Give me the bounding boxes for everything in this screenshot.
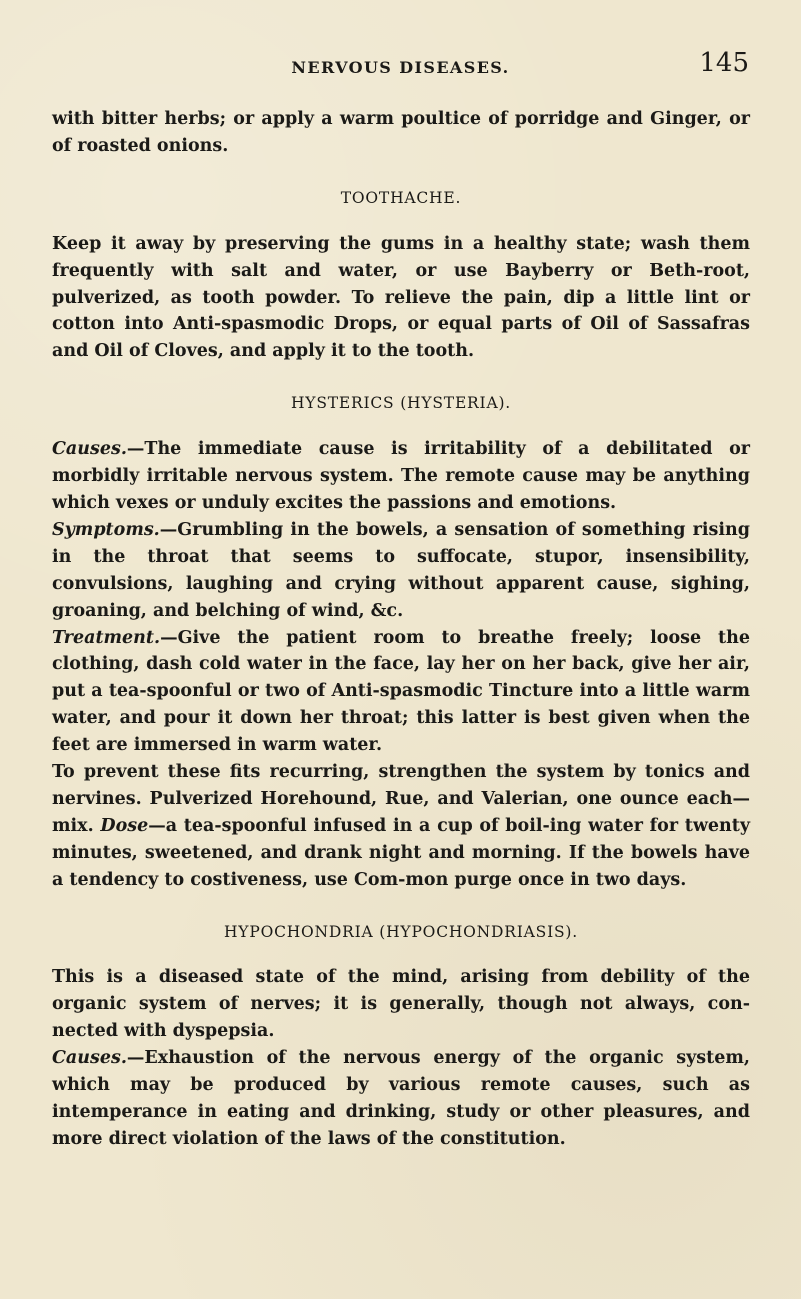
section-title-hypochondria: HYPOCHONDRIA (HYPOCHONDRIASIS). bbox=[223, 922, 578, 941]
section-title-hysterics: HYSTERICS (HYSTERIA). bbox=[290, 394, 512, 413]
section-title-toothache: TOOTHACHE. bbox=[340, 188, 462, 207]
hypochondria-causes-paragraph bbox=[52, 1045, 750, 1153]
opening-paragraph: with bitter herbs; or apply a warm poultice of porridge and Ginger, or of roasted onions. bbox=[52, 109, 750, 156]
page-number: 145 bbox=[699, 48, 749, 78]
hysterics-prevention-paragraph bbox=[52, 759, 750, 894]
hypochondria-causes-text: —Exhaustion of the nervous energy of the organic system, which may be produced by various remote causes, such as intemperance in eating and drinking, study or other pleasures, and more direct violation of the laws of the constitution. bbox=[52, 1048, 750, 1149]
hypochondria-causes-label: Causes. bbox=[52, 1048, 127, 1069]
hysterics-treatment-paragraph bbox=[52, 625, 750, 760]
page-content bbox=[52, 106, 750, 1153]
toothache-paragraph: Keep it away by preserving the gums in a healthy state; wash them frequently with salt and water, or use Bayberry or Beth-root, pulverized, as tooth powder. To relieve the pain, dip a little lint or cotton into Anti-spasmodic Drops, or equal parts of Oil of Sassafras and Oil of Cloves, and apply it to the tooth. bbox=[52, 233, 750, 362]
symptoms-label: Symptoms. bbox=[52, 519, 160, 540]
causes-label: Causes. bbox=[52, 439, 127, 460]
prevention-text-1: To prevent these fits recurring, strengthen the system by tonics and nervines. Pulverized Horehound, Rue, and Valerian, one ounce each—mix. bbox=[52, 762, 750, 836]
hypochondria-paragraph: This is a diseased state of the mind, arising from debility of the organic system of nerves; it is generally, though not always, con-nected with dyspepsia. bbox=[52, 967, 750, 1042]
causes-text: —The immediate cause is irritability of a debilitated or morbidly irritable nervous system. The remote cause may be anything which vexes or unduly excites the passions and emotions. bbox=[52, 439, 750, 513]
treatment-text: —Give the patient room to breathe freely; loose the clothing, dash cold water in the face, lay her on her back, give her air, put a tea-spoonful or two of Anti-spasmodic Tincture into a little warm water, and pour it down her throat; this latter is best given when the feet are immersed in warm water. bbox=[52, 627, 750, 756]
symptoms-text: —Grumbling in the bowels, a sensation of something rising in the throat that seems to suffocate, stupor, insensibility, convulsions, laughing and crying without apparent cause, sighing, groaning, and belching of wind, &c. bbox=[52, 519, 750, 621]
running-head: NERVOUS DISEASES. bbox=[291, 58, 510, 77]
page-header bbox=[52, 48, 749, 88]
dose-label: Dose bbox=[100, 815, 149, 836]
hysterics-symptoms-paragraph bbox=[52, 517, 750, 625]
hysterics-causes-paragraph bbox=[52, 436, 750, 517]
prevention-text-2: —a tea-spoonful infused in a cup of boil-ing water for twenty minutes, sweetened, and drank night and morning. If the bowels have a tendency to costiveness, use Com-mon purge once in two days. bbox=[52, 815, 751, 890]
treatment-label: Treatment. bbox=[52, 627, 161, 648]
